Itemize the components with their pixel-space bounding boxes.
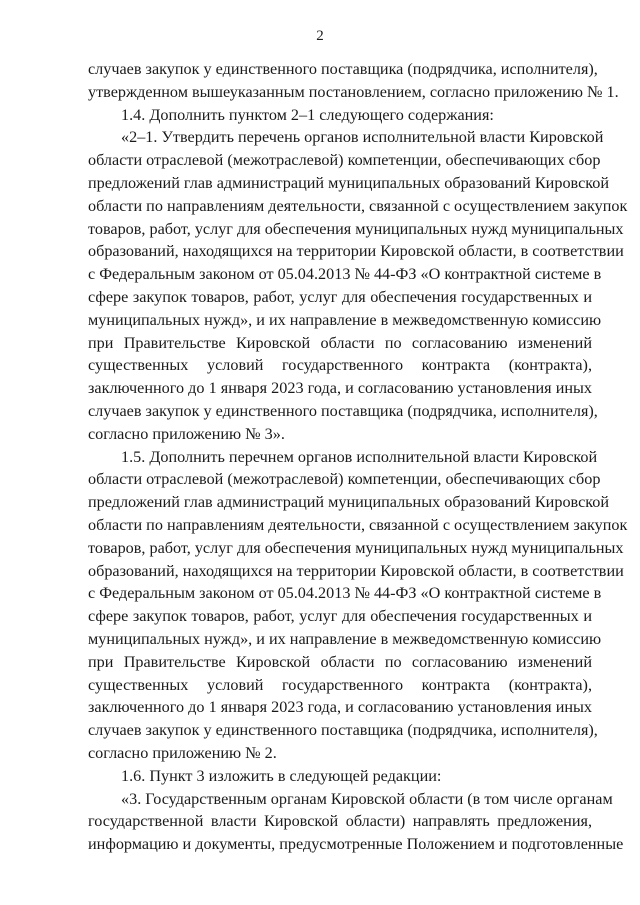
text-line: товаров, работ, услуг для обеспечения муниципальных нужд муниципальных xyxy=(88,538,624,557)
text-line: «2–1. Утвердить перечень органов исполнительной власти Кировской xyxy=(121,128,604,147)
text-line: при Правительстве Кировской области по согласованию изменений xyxy=(88,652,592,671)
text-line: муниципальных нужд», и их направление в межведомственную комиссию xyxy=(88,629,602,648)
text-line: утвержденном вышеуказанным постановлением, согласно приложению № 1. xyxy=(88,82,619,101)
text-line: 1.5. Дополнить перечнем органов исполнительной власти Кировской xyxy=(121,447,598,466)
text-line: случаев закупок у единственного поставщика (подрядчика, исполнителя), xyxy=(88,401,598,420)
text-line: согласно приложению № 2. xyxy=(88,743,277,762)
page-number: 2 xyxy=(316,28,324,44)
text-line: предложений глав администраций муниципальных образований Кировской xyxy=(88,493,610,512)
text-line: случаев закупок у единственного поставщика (подрядчика, исполнителя), xyxy=(88,60,598,78)
text-line: согласно приложению № 3». xyxy=(88,424,285,443)
text-line: сфере закупок товаров, работ, услуг для обеспечения государственных и xyxy=(88,287,592,306)
text-line: товаров, работ, услуг для обеспечения муниципальных нужд муниципальных xyxy=(88,219,624,238)
text-line: области отраслевой (межотраслевой) компетенции, обеспечивающих сбор xyxy=(88,470,601,489)
text-line: 1.6. Пункт 3 изложить в следующей редакции: xyxy=(121,766,442,785)
text-line: сфере закупок товаров, работ, услуг для обеспечения государственных и xyxy=(88,607,592,626)
text-line: с Федеральным законом от 05.04.2013 № 44-ФЗ «О контрактной системе в xyxy=(88,584,602,603)
text-line: с Федеральным законом от 05.04.2013 № 44-ФЗ «О контрактной системе в xyxy=(88,265,602,284)
text-line: существенных условий государственного контракта (контракта), xyxy=(88,356,592,375)
text-line: случаев закупок у единственного поставщика (подрядчика, исполнителя), xyxy=(88,721,598,740)
text-line: образований, находящихся на территории Кировской области, в соответствии xyxy=(88,242,624,261)
text-line: информацию и документы, предусмотренные Положением и подготовленные xyxy=(88,835,624,854)
text-line: заключенного до 1 января 2023 года, и согласованию установления иных xyxy=(88,698,592,717)
text-line: 1.4. Дополнить пунктом 2–1 следующего содержания: xyxy=(121,105,494,124)
document-body xyxy=(88,58,628,856)
text-line: образований, находящихся на территории Кировской области, в соответствии xyxy=(88,561,624,580)
text-line: предложений глав администраций муниципальных образований Кировской xyxy=(88,173,610,192)
text-line: заключенного до 1 января 2023 года, и согласованию установления иных xyxy=(88,379,592,398)
text-line: «3. Государственным органам Кировской области (в том числе органам xyxy=(121,789,613,808)
text-line: при Правительстве Кировской области по согласованию изменений xyxy=(88,333,592,352)
text-line: муниципальных нужд», и их направление в межведомственную комиссию xyxy=(88,310,602,329)
text-line: государственной власти Кировской области) направлять предложения, xyxy=(88,812,592,831)
text-line: области отраслевой (межотраслевой) компетенции, обеспечивающих сбор xyxy=(88,151,601,170)
text-line: области по направлениям деятельности, связанной с осуществлением закупок xyxy=(88,196,628,215)
text-line: существенных условий государственного контракта (контракта), xyxy=(88,675,592,694)
text-line: области по направлениям деятельности, связанной с осуществлением закупок xyxy=(88,515,628,534)
